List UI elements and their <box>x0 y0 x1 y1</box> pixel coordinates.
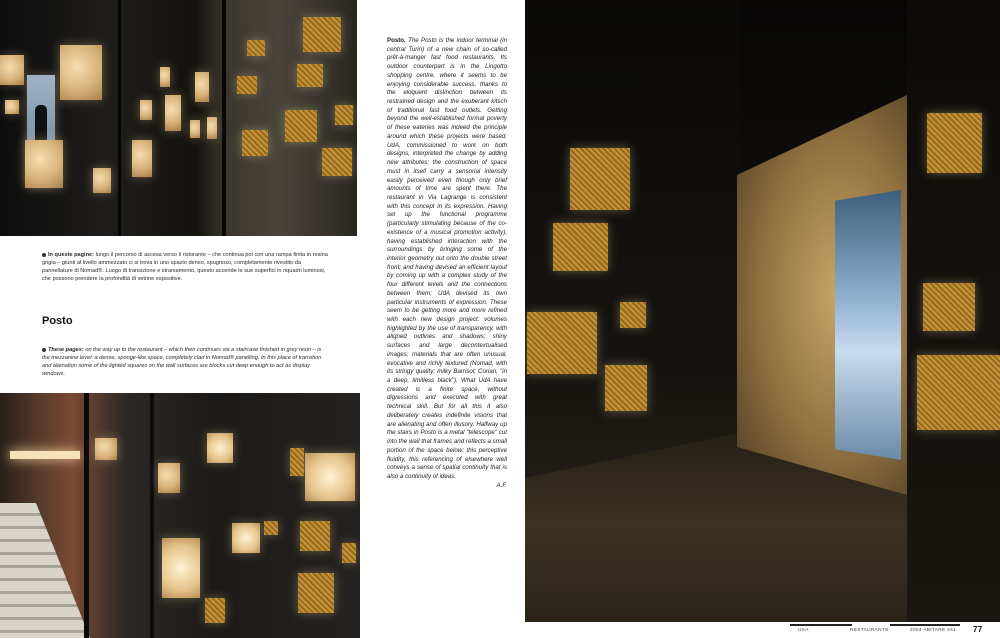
footer-rule <box>790 624 852 626</box>
photo-ceiling-light <box>10 451 80 459</box>
photo-light-square <box>923 283 975 331</box>
photo-staircase <box>0 503 90 638</box>
photo-column <box>84 393 89 638</box>
photo-panel-divider <box>222 0 226 236</box>
article-signature: A.F. <box>496 481 507 489</box>
photo-light-square <box>264 521 278 535</box>
photo-panel-divider <box>118 0 121 236</box>
photo-light-square <box>553 223 608 271</box>
photo-light-square <box>207 117 217 139</box>
photo-light-square <box>570 148 630 210</box>
caption-italian <box>42 252 332 284</box>
photo-light-square <box>160 67 170 87</box>
photo-light-square <box>247 40 265 56</box>
photo-light-square <box>285 110 317 142</box>
photo-light-square <box>232 523 260 553</box>
photo-column <box>150 393 154 638</box>
photo-display-window <box>305 453 355 501</box>
photo-light-square <box>207 433 233 463</box>
photo-light-square <box>25 140 63 188</box>
photo-light-square <box>60 45 102 100</box>
photo-light-square <box>95 438 117 460</box>
page-footer <box>790 624 1000 638</box>
caption-italian-text: lungo il percorso di ascesa verso il ristorante – che continua poi con una rampa finita in resina grigia – giunti al livello ammezzato ci si trova in uno spazio denso, spugnoso, completamente rivestito da pannellature di Nomad®. Luogo di transizione e straniamento, questo accende le sue superfici in riquadri luminosi, che possono prendere la profondità di vetrine espositive. <box>42 252 328 282</box>
photo-light-square <box>0 55 24 85</box>
footer-section: RESTAURANTS <box>850 628 889 633</box>
caption-english-text: on the way up to the restaurant – which then continues via a staircase finished in grey resin – is the mezzanine level: a dense, sponge-like space, completely clad in Nomad® panelling. In this place of transition and alienation some of the lighted squares on the wall surfaces are blocks cut deep enough to act as display windows. <box>42 347 322 377</box>
photo-light-square <box>93 168 111 193</box>
section-heading: Posto <box>42 315 73 327</box>
page-number: 77 <box>973 625 983 634</box>
photo-staircase-bottom <box>0 393 360 638</box>
photo-light-square <box>242 130 268 156</box>
photo-light-square <box>342 543 356 563</box>
photo-light-square <box>132 140 152 177</box>
photo-light-square <box>300 521 330 551</box>
article-body <box>387 37 507 491</box>
photo-light-square <box>298 573 334 613</box>
footer-issue: 2004 ABITARE 441 <box>910 628 957 633</box>
photo-light-square <box>927 113 982 173</box>
photo-light-square <box>605 365 647 411</box>
photo-display-window <box>162 538 200 598</box>
article-body-text: The Posto is the indoor terminal (in central Turin) of a new chain of so-called prêt-à-manger fast food restaurants. Its outdoor counterpart is in the Lingotto shopping centre, where it seems to be enjoying considerable success, thanks to the eloquent distinction between its restrained design and the exuberant kitsch of traditional fast food outlets. Getting beyond the well-established formal poverty of these eateries was indeed the principle around which these projects were based. UdA, commissioned to work on both designs, interpreted the change by adding new attributes: the construction of space must in itself carry a sensorial intensity easily perceived even though only brief amounts of time are spent there. The restaurant in Via Lagrange is consistent with this concept in its expression. Having set up the functional programme (particularly stimulating because of the co-existence of a musical promotion activity), having established interaction with the surroundings by bringing some of the interior geometry out onto the double street front; and having devised an efficient layout by coming up with a complex study of the four different levels and the connections between them; UdA devised its own particular instruments of expression. These seem to be getting more and more refined with each new design project: volumes highlighted by the use of transparency, with aligned outlines and shadows; shiny surfaces and large decontextualised images; materials that are often unusual, evocative and richly textured (Nomad, with its stringy quality; milky Barrisol; Corian, "in a deep, limitless black"). What UdA have created is a finite space, without digressions and executed with great technical skill. But for all this it also deliberately creates indefinite visions that are alienating and often illusory. Halfway up the stairs in Posto is a metal "telescope" cut into the wall that frames and reflects a small portion of the space below: this perceptive fluidity, this referencing of elsewhere well conveys a sense of spatial continuity that is also a continuity of ideas. <box>387 37 507 480</box>
photo-light-square <box>205 598 225 623</box>
photo-light-square <box>620 302 646 328</box>
caption-english-lead: These pages: <box>48 347 84 353</box>
photo-light-square <box>237 76 257 94</box>
caption-bullet <box>42 348 46 352</box>
photo-light-square <box>297 64 323 87</box>
photo-light-square <box>303 17 341 52</box>
caption-english <box>42 347 327 379</box>
photo-light-square <box>140 100 152 120</box>
photo-light-square <box>917 355 1000 430</box>
footer-rule <box>890 624 960 626</box>
caption-bullet <box>42 253 46 257</box>
footer-country: USA <box>798 628 809 633</box>
photo-light-square <box>527 312 597 374</box>
photo-light-square <box>158 463 180 493</box>
photo-light-square <box>5 100 19 114</box>
article-body-lead: Posto. <box>387 37 406 44</box>
photo-light-square <box>290 448 304 476</box>
photo-mezzanine-top <box>0 0 357 236</box>
photo-telescope-opening <box>835 190 901 460</box>
photo-light-square <box>322 148 352 176</box>
photo-light-square <box>335 105 353 125</box>
photo-light-square <box>195 72 209 102</box>
photo-light-square <box>165 95 181 131</box>
caption-italian-lead: In queste pagine: <box>48 252 94 258</box>
photo-light-square <box>190 120 200 138</box>
photo-telescope-corridor <box>525 0 1000 622</box>
